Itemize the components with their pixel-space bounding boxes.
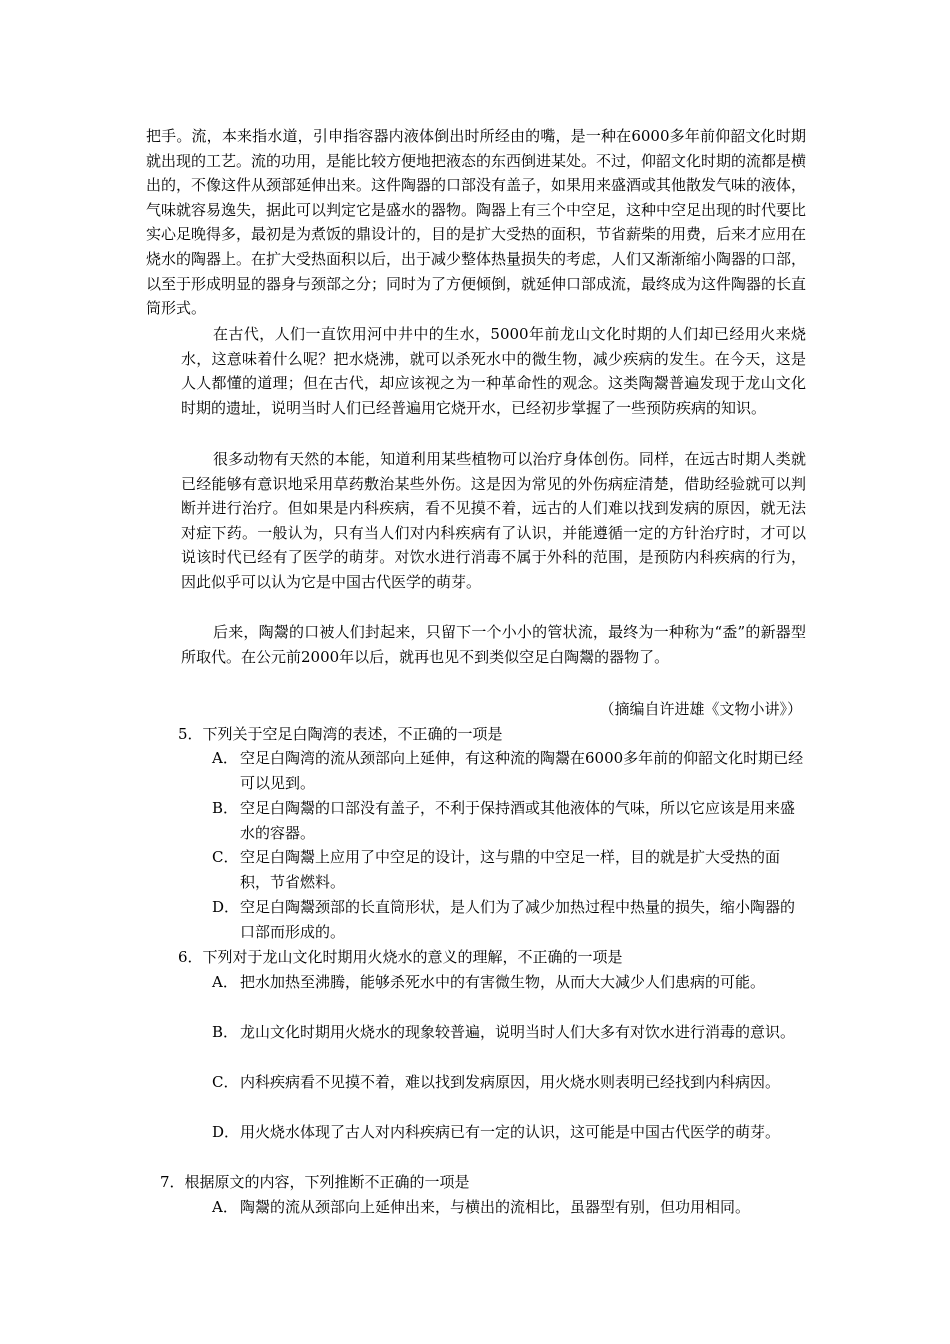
option-c <box>212 845 808 894</box>
article-paragraph-4: 后来，陶鬶的口被人们封起来，只留下一个小小的管状流，最终为一种称为“盉”的新器型所取代。在公元前2000年以后，就再也见不到类似空足白陶鬶的器物了。 <box>181 623 806 666</box>
option-letter: A． <box>212 973 238 991</box>
option-text: 内科疾病看不见摸不着，难以找到发病原因，用火烧水则表明已经找到内科病因。 <box>240 1073 781 1091</box>
option-text: 陶鬶的流从颈部向上延伸出来，与横出的流相比，虽器型有别，但功用相同。 <box>240 1198 751 1216</box>
option-c <box>212 1070 808 1095</box>
option-d <box>212 1120 808 1145</box>
option-d <box>212 895 808 944</box>
question-stem: 5．下列关于空足白陶湾的表述，不正确的一项是 <box>178 725 503 743</box>
article-source: （摘编自许进雄《文物小讲》） <box>599 700 802 718</box>
article-paragraph-intro: 把手。流，本来指水道，引申指容器内液体倒出时所经由的嘴，是一种在6000多年前仰韶文化时期就出现的工艺。流的功用，是能比较方便地把液态的东西倒进某处。不过，仰韶文化时期的流都是横出的，不像这件从颈部延伸出来。这件陶器的口部没有盖子，如果用来盛酒或其他散发气味的液体，气味就容易逸失，据此可以判定它是盛水的器物。陶器上有三个中空足，这种中空足出现的时代要比实心足晚得多，最初是为煮饭的鼎设计的，目的是扩大受热的面积，节省薪柴的用费，后来才应用在烧水的陶器上。在扩大受热面积以后，出于减少整体热量损失的考虑，人们又渐渐缩小陶器的口部，以至于形成明显的器身与颈部之分；同时为了方便倾倒，就延伸口部成流，最终成为这件陶器的长直筒形式。 <box>146 127 807 318</box>
option-text: 把水加热至沸腾，能够杀死水中的有害微生物，从而大大减少人们患病的可能。 <box>240 973 766 991</box>
option-text: 空足白陶鬶上应用了中空足的设计，这与鼎的中空足一样，目的就是扩大受热的面积，节省燃料。 <box>240 848 781 891</box>
question-stem: 6．下列对于龙山文化时期用火烧水的意义的理解，不正确的一项是 <box>178 948 623 966</box>
option-text: 用火烧水体现了古人对内科疾病已有一定的认识，这可能是中国古代医学的萌芽。 <box>240 1123 781 1141</box>
option-b <box>212 796 808 845</box>
option-a <box>212 1195 808 1220</box>
option-a <box>212 970 808 995</box>
option-text: 空足白陶湾的流从颈部向上延伸，有这种流的陶鬶在6000多年前的仰韶文化时期已经可以见到。 <box>240 749 804 792</box>
option-letter: D． <box>212 898 240 916</box>
article-paragraph-3: 很多动物有天然的本能，知道利用某些植物可以治疗身体创伤。同样，在远古时期人类就已经能够有意识地采用草药敷治某些外伤。这是因为常见的外伤病症清楚，借助经验就可以判断并进行治疗。但如果是内科疾病，看不见摸不着，远古的人们难以找到发病的原因，就无法对症下药。一般认为，只有当人们对内科疾病有了认识，并能遵循一定的方针治疗时，才可以说该时代已经有了医学的萌芽。对饮水进行消毒不属于外科的范围，是预防内科疾病的行为，因此似乎可以认为它是中国古代医学的萌芽。 <box>181 450 806 591</box>
option-letter: C． <box>212 848 239 866</box>
option-letter: D． <box>212 1123 240 1141</box>
option-a <box>212 746 808 795</box>
option-text: 空足白陶鬶颈部的长直筒形状，是人们为了减少加热过程中热量的损失，缩小陶器的口部而形成的。 <box>240 898 796 941</box>
option-text: 空足白陶鬶的口部没有盖子，不利于保持酒或其他液体的气味，所以它应该是用来盛水的容器。 <box>240 799 796 842</box>
option-letter: B． <box>212 1023 239 1041</box>
question-stem: 7．根据原文的内容，下列推断不正确的一项是 <box>160 1173 470 1191</box>
option-letter: C． <box>212 1073 239 1091</box>
option-letter: A． <box>212 749 238 767</box>
option-b <box>212 1020 808 1045</box>
option-letter: B． <box>212 799 239 817</box>
article-paragraph-2: 在古代，人们一直饮用河中井中的生水，5000年前龙山文化时期的人们却已经用火来烧水，这意味着什么呢？把水烧沸，就可以杀死水中的微生物，减少疾病的发生。在今天，这是人人都懂的道理；但在古代，却应该视之为一种革命性的观念。这类陶鬶普遍发现于龙山文化时期的遗址，说明当时人们已经普遍用它烧开水，已经初步掌握了一些预防疾病的知识。 <box>181 325 806 417</box>
option-text: 龙山文化时期用火烧水的现象较普遍，说明当时人们大多有对饮水进行消毒的意识。 <box>240 1023 796 1041</box>
option-letter: A． <box>212 1198 238 1216</box>
